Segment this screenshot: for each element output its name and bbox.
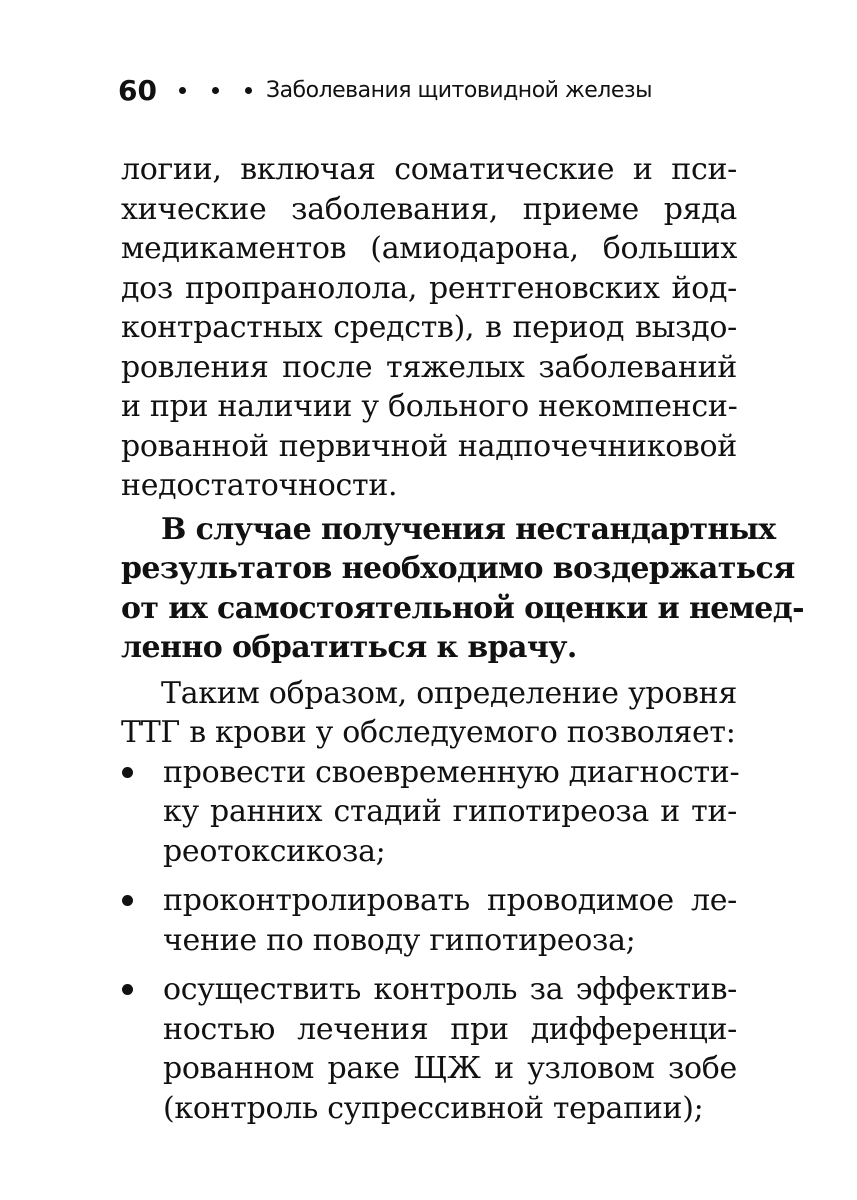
text-line: В случае получения нестандартных [161, 511, 776, 547]
text-line: недостаточности. [121, 468, 398, 503]
paragraph-summary [121, 674, 737, 753]
bullet-icon [122, 895, 133, 906]
text-line: контрастных средств), в период выздо- [121, 310, 737, 345]
paragraph-continuation [121, 150, 737, 506]
header-dots [179, 87, 252, 94]
bullet-icon [122, 984, 133, 995]
text-line: ТТГ в крови у обследуемого позволяет: [121, 715, 736, 750]
text-line: реотоксикоза; [163, 833, 386, 869]
dot-icon [212, 87, 219, 94]
list-item [121, 881, 737, 960]
text-line: чение по поводу гипотиреоза; [163, 922, 636, 958]
text-line: ленно обратиться к врачу. [121, 630, 577, 665]
text-line: осуществить контроль за эффектив- [163, 972, 737, 1007]
text-line: рованной первичной надпочечниковой [121, 428, 737, 464]
text-line: рованном раке ЩЖ и узловом зобе [163, 1051, 737, 1086]
text-line: от их самостоятельной оценки и немед- [121, 590, 804, 626]
body-text [121, 150, 804, 1128]
text-line: хические заболевания, приеме ряда [121, 191, 737, 227]
text-line: (контроль супрессивной терапии); [163, 1090, 704, 1126]
text-line: ностью лечения при дифференци- [163, 1011, 737, 1047]
list-item [121, 753, 740, 872]
text-line: логии, включая соматические и пси- [121, 152, 737, 187]
paragraph-warning [121, 510, 804, 668]
page-number: 60 [118, 73, 157, 107]
text-line: ку ранних стадий гипотиреоза и ти- [163, 794, 737, 829]
running-title: Заболевания щитовидной железы [265, 77, 652, 103]
text-line: провести своевременную диагности- [163, 754, 740, 790]
dot-icon [179, 87, 186, 94]
text-line: проконтролировать проводимое ле- [163, 883, 737, 918]
text-line: и при наличии у больного некомпенси- [121, 389, 738, 424]
dot-icon [245, 87, 252, 94]
bullet-list [121, 753, 740, 1129]
list-item [121, 970, 737, 1128]
text-line: медикаментов (амиодарона, больших [121, 231, 737, 266]
text-line: результатов необходимо воздержаться [121, 551, 795, 586]
bullet-icon [122, 767, 133, 778]
text-line: ровления после тяжелых заболеваний [121, 349, 737, 385]
page-header [118, 70, 652, 110]
text-line: Таким образом, определение уровня [161, 675, 737, 711]
text-line: доз пропранолола, рентгеновских йод- [121, 270, 737, 306]
